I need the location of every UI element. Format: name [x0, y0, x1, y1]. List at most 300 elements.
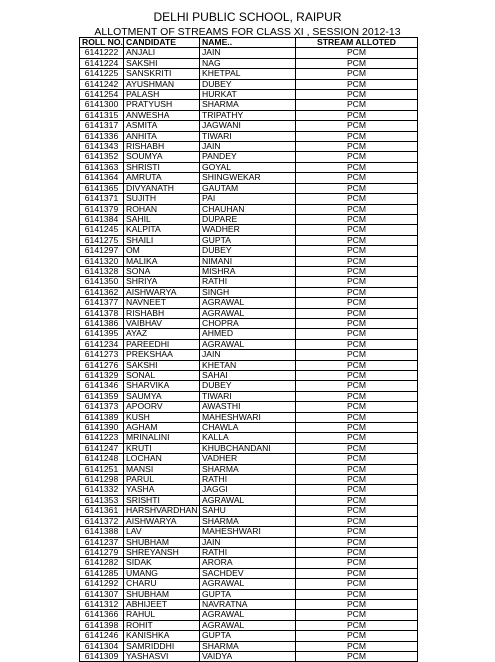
allotment-table — [79, 37, 418, 662]
stream-cell: PCM — [296, 266, 418, 276]
roll-no-cell: 6141223 — [80, 433, 124, 443]
name-cell: MAHESHWARI — [200, 527, 296, 537]
stream-cell: PCM — [296, 475, 418, 485]
name-cell: PAI — [200, 194, 296, 204]
name-cell: HURKAT — [200, 90, 296, 100]
stream-cell: PCM — [296, 235, 418, 245]
stream-cell: PCM — [296, 423, 418, 433]
name-cell: JAIN — [200, 537, 296, 547]
name-cell: AGRAWAL — [200, 579, 296, 589]
table-row — [80, 475, 418, 485]
candidate-cell: SAMRIDDHI — [124, 641, 200, 651]
stream-cell: PCM — [296, 620, 418, 630]
table-row — [80, 152, 418, 162]
table-row — [80, 58, 418, 68]
stream-cell: PCM — [296, 162, 418, 172]
name-cell: RATHI — [200, 277, 296, 287]
table-row — [80, 142, 418, 152]
candidate-cell: KRUTI — [124, 443, 200, 453]
table-row — [80, 339, 418, 349]
roll-no-cell: 6141222 — [80, 48, 124, 58]
roll-no-cell: 6141248 — [80, 454, 124, 464]
name-cell: AGRAWAL — [200, 610, 296, 620]
stream-cell: PCM — [296, 599, 418, 609]
stream-cell: PCM — [296, 443, 418, 453]
stream-cell: PCM — [296, 100, 418, 110]
candidate-cell: MRINALINI — [124, 433, 200, 443]
name-cell: SAHAI — [200, 371, 296, 381]
stream-cell: PCM — [296, 485, 418, 495]
roll-no-cell: 6141307 — [80, 589, 124, 599]
table-row — [80, 641, 418, 651]
table-row — [80, 360, 418, 370]
roll-no-cell: 6141297 — [80, 246, 124, 256]
table-row — [80, 423, 418, 433]
roll-no-cell: 6141245 — [80, 225, 124, 235]
table-row — [80, 610, 418, 620]
roll-no-cell: 6141273 — [80, 350, 124, 360]
candidate-cell: LOCHAN — [124, 454, 200, 464]
name-cell: RATHI — [200, 547, 296, 557]
candidate-cell: PALASH — [124, 90, 200, 100]
stream-cell: PCM — [296, 298, 418, 308]
candidate-cell: PREKSHAA — [124, 350, 200, 360]
roll-no-cell: 6141398 — [80, 620, 124, 630]
candidate-cell: AMRUTA — [124, 173, 200, 183]
candidate-cell: SHARVIKA — [124, 381, 200, 391]
candidate-cell: RISHABH — [124, 142, 200, 152]
roll-no-cell: 6141359 — [80, 391, 124, 401]
stream-cell: PCM — [296, 308, 418, 318]
table-row — [80, 308, 418, 318]
candidate-cell: SAKSHI — [124, 58, 200, 68]
stream-cell: PCM — [296, 173, 418, 183]
stream-cell: PCM — [296, 547, 418, 557]
roll-no-cell: 6141372 — [80, 516, 124, 526]
name-cell: DUBEY — [200, 246, 296, 256]
roll-no-cell: 6141332 — [80, 485, 124, 495]
roll-no-cell: 6141386 — [80, 318, 124, 328]
candidate-cell: MANSI — [124, 464, 200, 474]
name-cell: NIMANI — [200, 256, 296, 266]
name-cell: GUPTA — [200, 589, 296, 599]
name-cell: MISHRA — [200, 266, 296, 276]
table-row — [80, 110, 418, 120]
roll-no-cell: 6141363 — [80, 162, 124, 172]
roll-no-cell: 6141298 — [80, 475, 124, 485]
stream-cell: PCM — [296, 402, 418, 412]
name-cell: NAVRATNA — [200, 599, 296, 609]
candidate-cell: UMANG — [124, 568, 200, 578]
roll-no-cell: 6141377 — [80, 298, 124, 308]
roll-no-cell: 6141388 — [80, 527, 124, 537]
name-cell: DUBEY — [200, 381, 296, 391]
stream-cell: PCM — [296, 131, 418, 141]
candidate-cell: SHAILI — [124, 235, 200, 245]
candidate-cell: SHUBHAM — [124, 537, 200, 547]
candidate-cell: AISHWARYA — [124, 516, 200, 526]
roll-no-cell: 6141282 — [80, 558, 124, 568]
name-cell: SHARMA — [200, 464, 296, 474]
candidate-cell: SHRISTI — [124, 162, 200, 172]
stream-cell: PCM — [296, 495, 418, 505]
roll-no-cell: 6141254 — [80, 90, 124, 100]
table-row — [80, 558, 418, 568]
stream-cell: PCM — [296, 142, 418, 152]
candidate-cell: PRATYUSH — [124, 100, 200, 110]
name-cell: WADHER — [200, 225, 296, 235]
name-cell: SHINGWEKAR — [200, 173, 296, 183]
stream-cell: PCM — [296, 69, 418, 79]
name-cell: KHETPAL — [200, 69, 296, 79]
name-cell: AGRAWAL — [200, 620, 296, 630]
table-row — [80, 100, 418, 110]
stream-cell: PCM — [296, 651, 418, 661]
stream-cell: PCM — [296, 558, 418, 568]
table-row — [80, 318, 418, 328]
name-cell: KHUBCHANDANI — [200, 443, 296, 453]
candidate-cell: RAHUL — [124, 610, 200, 620]
roll-no-cell: 6141276 — [80, 360, 124, 370]
roll-no-cell: 6141292 — [80, 579, 124, 589]
table-body — [80, 48, 418, 662]
roll-no-cell: 6141312 — [80, 599, 124, 609]
table-header-row — [80, 38, 418, 48]
candidate-cell: ROHAN — [124, 204, 200, 214]
roll-no-cell: 6141346 — [80, 381, 124, 391]
roll-no-cell: 6141242 — [80, 79, 124, 89]
roll-no-cell: 6141328 — [80, 266, 124, 276]
stream-cell: PCM — [296, 381, 418, 391]
column-header-candidate: CANDIDATE — [124, 38, 200, 48]
name-cell: GUPTA — [200, 235, 296, 245]
table-row — [80, 350, 418, 360]
name-cell: CHAUHAN — [200, 204, 296, 214]
table-row — [80, 433, 418, 443]
stream-cell: PCM — [296, 391, 418, 401]
roll-no-cell: 6141224 — [80, 58, 124, 68]
candidate-cell: OM — [124, 246, 200, 256]
stream-cell: PCM — [296, 48, 418, 58]
roll-no-cell: 6141329 — [80, 371, 124, 381]
column-header-name: NAME.. — [200, 38, 296, 48]
stream-cell: PCM — [296, 152, 418, 162]
table-row — [80, 579, 418, 589]
stream-cell: PCM — [296, 246, 418, 256]
roll-no-cell: 6141352 — [80, 152, 124, 162]
roll-no-cell: 6141246 — [80, 631, 124, 641]
candidate-cell: HARSHVARDHAN — [124, 506, 200, 516]
table-row — [80, 183, 418, 193]
table-row — [80, 162, 418, 172]
roll-no-cell: 6141373 — [80, 402, 124, 412]
roll-no-cell: 6141317 — [80, 121, 124, 131]
table-row — [80, 516, 418, 526]
table-row — [80, 90, 418, 100]
candidate-cell: SHUBHAM — [124, 589, 200, 599]
name-cell: AHMED — [200, 329, 296, 339]
stream-cell: PCM — [296, 516, 418, 526]
stream-cell: PCM — [296, 183, 418, 193]
column-header-stream-alloted: STREAM ALLOTED — [296, 38, 418, 48]
name-cell: KHETAN — [200, 360, 296, 370]
candidate-cell: AISHWARYA — [124, 287, 200, 297]
name-cell: MAHESHWARI — [200, 412, 296, 422]
candidate-cell: SONAL — [124, 371, 200, 381]
stream-cell: PCM — [296, 214, 418, 224]
name-cell: VADHER — [200, 454, 296, 464]
stream-cell: PCM — [296, 610, 418, 620]
table-row — [80, 194, 418, 204]
candidate-cell: SANSKRITI — [124, 69, 200, 79]
table-row — [80, 79, 418, 89]
roll-no-cell: 6141366 — [80, 610, 124, 620]
stream-cell: PCM — [296, 110, 418, 120]
table-row — [80, 266, 418, 276]
document-subtitle: ALLOTMENT OF STREAMS FOR CLASS XI , SESSION 2012-13 — [94, 26, 401, 38]
stream-cell: PCM — [296, 641, 418, 651]
stream-cell: PCM — [296, 360, 418, 370]
roll-no-cell: 6141275 — [80, 235, 124, 245]
candidate-cell: KALPITA — [124, 225, 200, 235]
table-row — [80, 485, 418, 495]
stream-cell: PCM — [296, 350, 418, 360]
candidate-cell: MALIKA — [124, 256, 200, 266]
name-cell: VAIDYA — [200, 651, 296, 661]
name-cell: ARORA — [200, 558, 296, 568]
roll-no-cell: 6141384 — [80, 214, 124, 224]
name-cell: TIWARI — [200, 131, 296, 141]
candidate-cell: YASHA — [124, 485, 200, 495]
table-row — [80, 235, 418, 245]
roll-no-cell: 6141371 — [80, 194, 124, 204]
table-row — [80, 402, 418, 412]
table-row — [80, 568, 418, 578]
name-cell: SHARMA — [200, 100, 296, 110]
candidate-cell: ASMITA — [124, 121, 200, 131]
table-row — [80, 48, 418, 58]
table-row — [80, 225, 418, 235]
stream-cell: PCM — [296, 121, 418, 131]
stream-cell: PCM — [296, 79, 418, 89]
table-row — [80, 391, 418, 401]
name-cell: AWASTHI — [200, 402, 296, 412]
stream-cell: PCM — [296, 194, 418, 204]
table-row — [80, 246, 418, 256]
name-cell: AGRAWAL — [200, 495, 296, 505]
table-row — [80, 527, 418, 537]
name-cell: SAHU — [200, 506, 296, 516]
name-cell: AGRAWAL — [200, 308, 296, 318]
table-row — [80, 506, 418, 516]
stream-cell: PCM — [296, 318, 418, 328]
stream-cell: PCM — [296, 58, 418, 68]
candidate-cell: CHARU — [124, 579, 200, 589]
roll-no-cell: 6141350 — [80, 277, 124, 287]
table-row — [80, 537, 418, 547]
table-row — [80, 214, 418, 224]
candidate-cell: SHREYANSH — [124, 547, 200, 557]
stream-cell: PCM — [296, 454, 418, 464]
table-row — [80, 547, 418, 557]
stream-cell: PCM — [296, 204, 418, 214]
roll-no-cell: 6141285 — [80, 568, 124, 578]
roll-no-cell: 6141389 — [80, 412, 124, 422]
stream-cell: PCM — [296, 339, 418, 349]
roll-no-cell: 6141364 — [80, 173, 124, 183]
name-cell: SHARMA — [200, 516, 296, 526]
candidate-cell: SRISHTI — [124, 495, 200, 505]
candidate-cell: AGHAM — [124, 423, 200, 433]
candidate-cell: SONA — [124, 266, 200, 276]
stream-cell: PCM — [296, 371, 418, 381]
roll-no-cell: 6141247 — [80, 443, 124, 453]
table-row — [80, 329, 418, 339]
stream-cell: PCM — [296, 287, 418, 297]
table-row — [80, 131, 418, 141]
table-row — [80, 287, 418, 297]
table-row — [80, 256, 418, 266]
roll-no-cell: 6141315 — [80, 110, 124, 120]
name-cell: DUBEY — [200, 79, 296, 89]
stream-cell: PCM — [296, 568, 418, 578]
name-cell: SACHDEV — [200, 568, 296, 578]
candidate-cell: SOUMYA — [124, 152, 200, 162]
stream-cell: PCM — [296, 506, 418, 516]
candidate-cell: APOORV — [124, 402, 200, 412]
name-cell: JAGWANI — [200, 121, 296, 131]
candidate-cell: PAREEDHI — [124, 339, 200, 349]
candidate-cell: AYUSHMAN — [124, 79, 200, 89]
roll-no-cell: 6141395 — [80, 329, 124, 339]
name-cell: TRIPATHY — [200, 110, 296, 120]
name-cell: KALLA — [200, 433, 296, 443]
name-cell: DUPARE — [200, 214, 296, 224]
roll-no-cell: 6141343 — [80, 142, 124, 152]
candidate-cell: RISHABH — [124, 308, 200, 318]
document-title: DELHI PUBLIC SCHOOL, RAIPUR — [153, 10, 342, 24]
name-cell: PANDEY — [200, 152, 296, 162]
table-row — [80, 173, 418, 183]
table-row — [80, 599, 418, 609]
stream-cell: PCM — [296, 90, 418, 100]
name-cell: AGRAWAL — [200, 298, 296, 308]
stream-cell: PCM — [296, 464, 418, 474]
name-cell: GUPTA — [200, 631, 296, 641]
table-row — [80, 589, 418, 599]
candidate-cell: KANISHKA — [124, 631, 200, 641]
name-cell: CHAWLA — [200, 423, 296, 433]
table-row — [80, 121, 418, 131]
roll-no-cell: 6141390 — [80, 423, 124, 433]
stream-cell: PCM — [296, 433, 418, 443]
roll-no-cell: 6141309 — [80, 651, 124, 661]
candidate-cell: YASHASVI — [124, 651, 200, 661]
stream-cell: PCM — [296, 579, 418, 589]
roll-no-cell: 6141361 — [80, 506, 124, 516]
stream-cell: PCM — [296, 277, 418, 287]
name-cell: SHARMA — [200, 641, 296, 651]
roll-no-cell: 6141365 — [80, 183, 124, 193]
stream-cell: PCM — [296, 225, 418, 235]
roll-no-cell: 6141300 — [80, 100, 124, 110]
name-cell: JAIN — [200, 350, 296, 360]
candidate-cell: LAV — [124, 527, 200, 537]
candidate-cell: SHRIYA — [124, 277, 200, 287]
candidate-cell: AYAZ — [124, 329, 200, 339]
table-row — [80, 371, 418, 381]
candidate-cell: PARUL — [124, 475, 200, 485]
name-cell: GOYAL — [200, 162, 296, 172]
roll-no-cell: 6141237 — [80, 537, 124, 547]
candidate-cell: SUJITH — [124, 194, 200, 204]
candidate-cell: KUSH — [124, 412, 200, 422]
name-cell: CHOPRA — [200, 318, 296, 328]
name-cell: GAUTAM — [200, 183, 296, 193]
candidate-cell: ABHIJEET — [124, 599, 200, 609]
roll-no-cell: 6141251 — [80, 464, 124, 474]
table-row — [80, 277, 418, 287]
table-row — [80, 381, 418, 391]
name-cell: NAG — [200, 58, 296, 68]
stream-cell: PCM — [296, 527, 418, 537]
candidate-cell: ANWESHA — [124, 110, 200, 120]
name-cell: AGRAWAL — [200, 339, 296, 349]
candidate-cell: VAIBHAV — [124, 318, 200, 328]
roll-no-cell: 6141304 — [80, 641, 124, 651]
table-row — [80, 620, 418, 630]
table-row — [80, 495, 418, 505]
roll-no-cell: 6141379 — [80, 204, 124, 214]
table-row — [80, 454, 418, 464]
candidate-cell: ANHITA — [124, 131, 200, 141]
table-row — [80, 464, 418, 474]
roll-no-cell: 6141234 — [80, 339, 124, 349]
candidate-cell: SAUMYA — [124, 391, 200, 401]
stream-cell: PCM — [296, 412, 418, 422]
candidate-cell: ANJALI — [124, 48, 200, 58]
table-row — [80, 412, 418, 422]
roll-no-cell: 6141320 — [80, 256, 124, 266]
table-row — [80, 204, 418, 214]
roll-no-cell: 6141336 — [80, 131, 124, 141]
name-cell: SINGH — [200, 287, 296, 297]
stream-cell: PCM — [296, 256, 418, 266]
name-cell: TIWARI — [200, 391, 296, 401]
stream-cell: PCM — [296, 631, 418, 641]
name-cell: JAIN — [200, 142, 296, 152]
candidate-cell: NAVNEET — [124, 298, 200, 308]
table-row — [80, 443, 418, 453]
candidate-cell: SAHIL — [124, 214, 200, 224]
table-row — [80, 651, 418, 661]
roll-no-cell: 6141279 — [80, 547, 124, 557]
column-header-roll-no: ROLL NO. — [80, 38, 124, 48]
candidate-cell: ROHIT — [124, 620, 200, 630]
candidate-cell: SIDAK — [124, 558, 200, 568]
name-cell: JAIN — [200, 48, 296, 58]
candidate-cell: DIVYANATH — [124, 183, 200, 193]
table-row — [80, 298, 418, 308]
stream-cell: PCM — [296, 589, 418, 599]
roll-no-cell: 6141225 — [80, 69, 124, 79]
name-cell: JAGGI — [200, 485, 296, 495]
roll-no-cell: 6141362 — [80, 287, 124, 297]
table-row — [80, 69, 418, 79]
roll-no-cell: 6141353 — [80, 495, 124, 505]
name-cell: RATHI — [200, 475, 296, 485]
stream-cell: PCM — [296, 329, 418, 339]
